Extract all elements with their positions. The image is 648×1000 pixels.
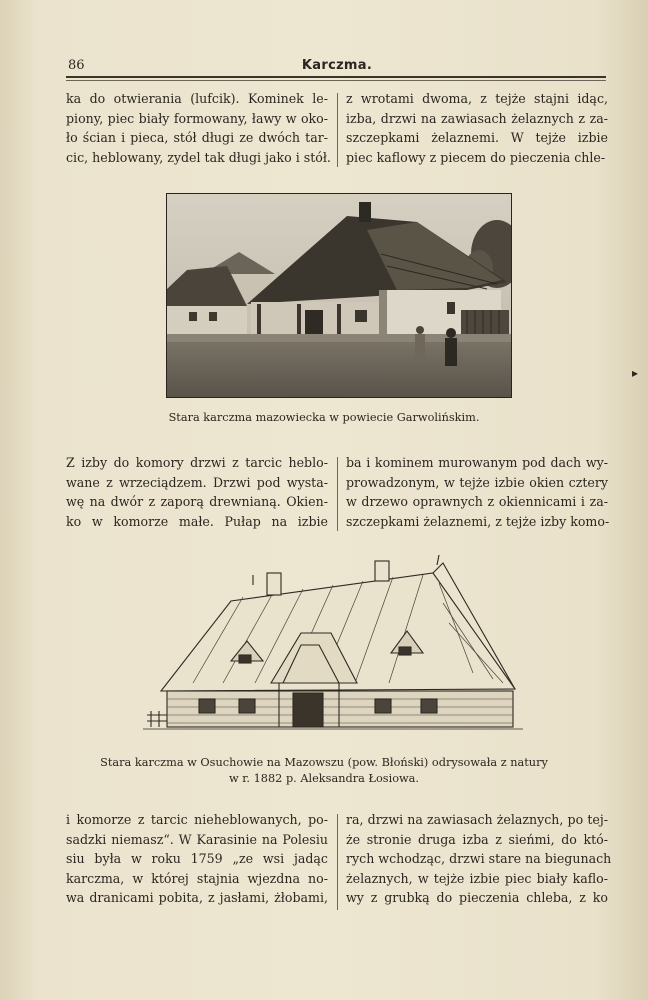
header-rule-thin bbox=[66, 80, 606, 81]
text-line: wę na dwór z zaporą drewnianą. Okien- bbox=[66, 494, 328, 509]
text-line: ba i kominem murowanym pod dach wy- bbox=[346, 455, 608, 470]
text-block-1 bbox=[66, 89, 606, 169]
text-line: cic, heblowany, zydel tak długi jako i stół. bbox=[66, 149, 331, 165]
drawing-caption-line-2: w r. 1882 p. Aleksandra Łosiowa. bbox=[229, 772, 419, 785]
text-line: karczma, w której stajnia wjezdna no- bbox=[66, 870, 328, 886]
text-line: wy z grubką do pieczenia chleba, z ko bbox=[346, 890, 608, 905]
text-line: ka do otwierania (lufcik). Kominek le- bbox=[66, 91, 328, 106]
text-line: ra, drzwi na zawiasach żelaznych, po tej- bbox=[346, 812, 608, 827]
text-column-left bbox=[66, 89, 331, 167]
text-line: izba, drzwi na zawiasach żelaznych z za- bbox=[346, 110, 608, 126]
running-title: Karczma. bbox=[301, 58, 373, 73]
text-line: szczepkami żelaznemi, z tejże izby komo- bbox=[346, 513, 610, 529]
photo-caption: Stara karczma mazowiecka w powiecie Garwolińskim. bbox=[168, 411, 480, 424]
column-divider bbox=[337, 457, 338, 531]
inn-photograph bbox=[166, 193, 512, 398]
text-line: że stronie druga izba z sieńmi, do któ- bbox=[346, 831, 608, 847]
text-line: piony, piec biały formowany, ławy w oko- bbox=[66, 110, 328, 126]
text-column-right bbox=[346, 89, 608, 167]
text-column-left bbox=[66, 453, 328, 531]
drawing-caption bbox=[60, 755, 588, 787]
margin-mark: ▸ bbox=[632, 366, 639, 380]
text-block-3 bbox=[66, 810, 612, 910]
column-divider bbox=[337, 93, 338, 167]
inn-drawing bbox=[143, 553, 523, 739]
text-line: w drzewo oprawnych z okiennicami i za- bbox=[346, 494, 608, 509]
text-line: szczepkami żelaznemi. W tejże izbie bbox=[346, 130, 608, 145]
text-line: Z izby do komory drzwi z tarcic heblo- bbox=[66, 455, 328, 470]
header-rule bbox=[66, 76, 606, 78]
text-line: z wrotami dwoma, z tejże stajni idąc, bbox=[346, 91, 608, 106]
text-column-left bbox=[66, 810, 328, 908]
text-block-2 bbox=[66, 453, 610, 533]
text-line: rych wchodząc, drzwi stare na biegunach bbox=[346, 851, 612, 866]
text-line: piec kaflowy z piecem do pieczenia chle- bbox=[346, 149, 606, 165]
page-header bbox=[68, 58, 606, 76]
text-line: sadzki niemasz“. W Karasinie na Polesiu bbox=[66, 831, 328, 847]
text-line: ło ścian i pieca, stół długi ze dwóch tar- bbox=[66, 130, 328, 145]
text-line: żelaznych, w tejże izbie piec biały kaflo- bbox=[346, 870, 608, 886]
photo-image bbox=[167, 194, 511, 397]
page-number: 86 bbox=[68, 58, 85, 73]
text-line: i komorze z tarcic nieheblowanych, po- bbox=[66, 812, 328, 827]
text-line: wa dranicami pobita, z jasłami, żłobami, bbox=[66, 890, 328, 905]
text-line: siu była w roku 1759 „ze wsi jadąc bbox=[66, 851, 328, 866]
text-line: wane z wrzeciądzem. Drzwi pod wysta- bbox=[66, 474, 328, 490]
column-divider bbox=[337, 814, 338, 910]
text-line: prowadzonym, w tejże izbie okien cztery bbox=[346, 474, 608, 490]
text-column-right bbox=[346, 810, 612, 908]
text-line: ko w komorze małe. Pułap na izbie bbox=[66, 513, 328, 529]
text-column-right bbox=[346, 453, 608, 531]
drawing-image bbox=[143, 553, 523, 739]
drawing-caption-line-1: Stara karczma w Osuchowie na Mazowszu (pow. Błoński) odrysowała z natury bbox=[100, 756, 548, 769]
